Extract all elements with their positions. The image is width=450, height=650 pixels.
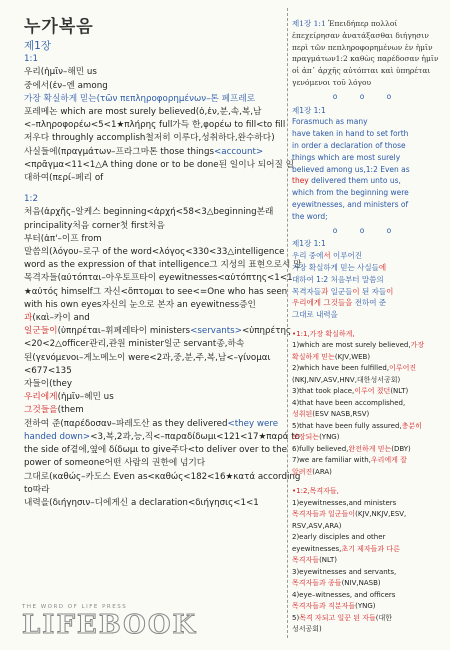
verse-ref-1-2: 1:2 <box>24 194 38 205</box>
text-run: 2)which have been fulfilled, <box>292 364 390 373</box>
text-line <box>292 444 442 456</box>
text-run: RSV,ASV,ARA) <box>292 521 342 530</box>
text-run: 4)eye–witnesses, and officers <box>292 590 396 599</box>
text-line <box>292 498 442 510</box>
note-heading: •1:1,가장 확실하게, <box>292 329 355 338</box>
text-run: (NIV,NASB) <box>341 579 381 588</box>
text-line <box>24 146 280 159</box>
text-line <box>292 467 442 479</box>
text-line <box>24 172 280 185</box>
text-run: (ARA) <box>312 467 332 476</box>
text-run: 가장 확실하게 믿는 사실들 <box>292 262 379 272</box>
text-run: 보장되는 <box>292 433 320 442</box>
text-run: 알려진 <box>292 467 313 476</box>
text-line <box>292 624 442 636</box>
text-run: (YNG) <box>319 433 340 442</box>
text-run: 가장 <box>410 341 425 350</box>
text-run: 성취된 <box>292 410 313 419</box>
text-line <box>24 299 280 312</box>
text-line <box>292 297 442 309</box>
text-run: <20<2△officer관리,관원 minister일군 servant종,하속 <box>24 339 245 350</box>
text-run: 목격 자되고 일꾼 된 자들 <box>299 613 376 622</box>
text-run: (KJV,WEB) <box>334 352 371 361</box>
note-items <box>292 340 442 478</box>
text-run: <3,복,2과,능,직<–παραδίδωμι<121<17★παρά to <box>90 431 300 442</box>
text-run: <ὑπηρέτης <box>241 326 292 337</box>
text-run: 과 <box>320 286 329 296</box>
text-run: <–πληροφορέω<5<1★πλήρης full가득 한,φορέω to fill<to fill <box>24 120 286 131</box>
text-run: 대하여(περί–페리 of <box>24 173 104 184</box>
korean-text <box>292 250 442 321</box>
text-line <box>292 455 442 467</box>
logo-wordmark: LIFEBOOK <box>22 610 198 640</box>
spacer <box>292 321 442 327</box>
text-line <box>24 418 280 431</box>
text-line <box>24 246 285 259</box>
text-run: 말씀의(λόγου–로구 of the word<λόγος<330<33△intelligence <box>24 247 285 258</box>
text-run: eyewitnesses, <box>292 544 342 553</box>
publisher-logo <box>22 604 197 640</box>
greek-line: ἐπεχείρησαν ἀνατάξασθαι διήγησιν <box>292 30 429 40</box>
text-line <box>24 272 293 285</box>
text-run: handed down> <box>24 431 91 442</box>
text-line <box>292 352 442 364</box>
text-run: 자들이(they <box>24 379 72 390</box>
text-line <box>24 391 280 404</box>
text-line <box>292 262 442 274</box>
text-run: word as the expression of that intelligence그 지성의 표현으로서 말 <box>24 260 302 271</box>
note-items <box>292 498 442 636</box>
english-text <box>292 116 442 222</box>
text-line <box>24 378 280 391</box>
text-run: 3)eyewitnesses and servants, <box>292 567 397 576</box>
logo-tagline: THE WORD OF LIFE PRESS <box>22 604 128 610</box>
text-run: (ἡμῖν–헤민 us <box>57 392 114 403</box>
text-run: <they were <box>227 418 279 429</box>
text-run: <677<135 <box>24 365 72 376</box>
text-run: have taken in hand to set forth <box>292 129 409 139</box>
text-run: (NKJ,NIV,ASV,HNV,대한성서공회) <box>292 375 401 384</box>
text-line <box>292 152 442 164</box>
text-run: 그것들을 <box>24 405 58 416</box>
text-line <box>292 509 442 521</box>
text-line <box>24 132 280 145</box>
text-run: (YNG) <box>355 602 376 611</box>
text-line <box>292 175 442 187</box>
text-run: 충분히 <box>401 421 422 430</box>
greek-line: περὶ τῶν πεπληροφορημένων ἐν ἡμῖν <box>292 42 433 52</box>
text-run: 우리 중에 <box>292 251 324 261</box>
text-line <box>24 352 280 365</box>
text-run: 7)we are familiar with, <box>292 456 371 465</box>
text-line <box>24 431 300 444</box>
text-run: 5)that have been fully assured, <box>292 421 402 430</box>
text-run: (대한 <box>375 613 392 622</box>
text-line <box>24 220 280 233</box>
column-divider <box>287 8 288 638</box>
text-line <box>292 363 442 375</box>
text-run: 중에서(ἐν–엔 among <box>24 80 108 91</box>
text-run: <servants> <box>190 326 242 337</box>
text-run: 처음(ἀρχῆς–알케스 beginning<ἀρχή<58<3△beginning본래 <box>24 207 274 218</box>
text-run: 포레메논 which are most surely believed(ὁ,ἐν,분,속,복,남 <box>24 107 262 118</box>
verse-ref-1-1: 1:1 <box>24 54 38 65</box>
text-run: 사실들에(πραγμάτων–프라그마톤 those things <box>24 146 214 157</box>
greek-line: γενόμενοι τοῦ λόγου <box>292 77 372 87</box>
text-run: 된 자들 <box>359 286 387 296</box>
text-run: 1)which are most surely believed, <box>292 341 411 350</box>
text-line <box>292 398 442 410</box>
text-run: eyewitnesses, and ministers of <box>292 199 409 209</box>
separator-ornament: o o o <box>332 91 402 101</box>
text-line <box>292 555 442 567</box>
text-line <box>292 567 442 579</box>
text-run: 전하여 준 <box>352 298 387 308</box>
text-line <box>292 286 442 298</box>
text-line <box>292 199 442 211</box>
verse-1-lines <box>24 66 295 185</box>
text-run: (καὶ–카이 and <box>32 313 90 324</box>
text-line <box>24 286 288 299</box>
chapter-heading: 제1장 <box>24 40 51 52</box>
text-line <box>292 432 442 444</box>
greek-ref: 제1장 1:1 <box>292 19 326 28</box>
spacer <box>24 185 280 193</box>
text-line <box>292 140 442 152</box>
text-run: 된(γενόμενοι–게노메노이 were<2과,중,분,주,복,남<–γίνομαι <box>24 352 271 363</box>
text-line <box>24 484 280 497</box>
text-run: 우리에게 잘 <box>370 456 407 465</box>
text-line <box>292 164 442 176</box>
korean-ref: 제1장 1:1 <box>292 239 326 249</box>
text-line <box>24 404 280 417</box>
text-line <box>292 309 442 321</box>
text-run: delivered them unto us, <box>308 176 401 186</box>
text-line <box>292 421 442 433</box>
text-run: 이루어진 <box>330 251 362 261</box>
text-run: 부터(ἀπ'–이프 from <box>24 233 102 244</box>
separator-ornament: o o o <box>332 225 402 235</box>
text-run: 에 <box>378 262 387 272</box>
text-line <box>292 128 442 140</box>
text-line <box>292 116 442 128</box>
text-line <box>292 187 442 199</box>
text-line <box>24 80 280 93</box>
text-run: 내력을(διήγησιν–디에게신 a declaration<διήγησις<1<1 <box>24 497 259 508</box>
text-run: 이루어 졌던 <box>354 387 391 396</box>
text-run: 그대로 내력을 <box>292 310 338 320</box>
text-line <box>292 601 442 613</box>
text-run: 이루어진 <box>389 364 417 373</box>
text-run: 일군들이 <box>24 326 58 337</box>
text-run: (NLT) <box>319 556 337 565</box>
text-run: 4)that have been accomplished, <box>292 398 406 407</box>
english-ref: 제1장 1:1 <box>292 105 326 115</box>
text-run: in order a declaration of those <box>292 140 406 150</box>
text-line <box>292 578 442 590</box>
text-run: 우리(ἡμῖν–해민 us <box>24 67 97 78</box>
text-run: Forasmuch as many <box>292 117 368 127</box>
text-line <box>24 106 280 119</box>
text-line <box>292 409 442 421</box>
text-run: the word; <box>292 211 328 221</box>
text-line <box>292 521 442 533</box>
text-line <box>292 532 442 544</box>
translation-notes <box>292 329 442 636</box>
text-line <box>24 233 280 246</box>
text-run: 목격자들(αὐτόπται–아우토프타이 eyewitnesses<αὐτόπτης<1<1 <box>24 273 293 284</box>
text-line <box>292 613 442 625</box>
translation-column <box>292 18 442 636</box>
text-run: (ὑπηρέται–휘페레타이 ministers <box>57 326 191 337</box>
spacer <box>292 478 442 484</box>
greek-text <box>292 30 442 89</box>
text-line <box>24 338 280 351</box>
text-run: ★αὐτός himself그 자신<ὄπτομαι to see<=One who has seen <box>24 286 288 297</box>
text-run: 2)early disciples and other <box>292 533 386 542</box>
note-heading: •1:2,목격자들, <box>292 487 339 496</box>
text-run: 1)eyewitnesses,and ministers <box>292 498 397 507</box>
greek-line: οἱ ἀπ᾽ ἀρχῆς αὐτόπται καὶ ὑπηρέται <box>292 66 431 76</box>
text-line <box>24 259 302 272</box>
text-run: 우리에게 <box>24 392 58 403</box>
text-run: (ESV NASB,RSV) <box>312 410 370 419</box>
text-run: 이 <box>386 286 394 296</box>
text-run: principality처음 corner첫 first처음 <box>24 220 165 231</box>
text-run: 5) <box>292 613 300 622</box>
text-run: 저우다 throughly accomplish철저히 이루다,성취하다,완수하다) <box>24 133 275 144</box>
text-run: 대하여 1:2 처음부터 말씀의 <box>292 274 384 284</box>
greek-line: Ἐπειδήπερ πολλοί <box>328 19 398 28</box>
text-run: 목격자들 <box>292 556 320 565</box>
text-line <box>292 211 442 223</box>
text-line <box>24 325 292 338</box>
text-line <box>24 312 280 325</box>
greek-line: πραγμάτων1:2 καθὼς παρέδοσαν ἡμῖν <box>292 54 439 64</box>
text-line <box>292 340 442 352</box>
text-run: (DBY) <box>391 444 411 453</box>
text-run: 3)that took place, <box>292 387 355 396</box>
text-run: 성서공회) <box>292 625 322 634</box>
text-run: <πρᾶγμα<11<1△A thing done or to be done된 일이나 되어질 일 <box>24 159 295 170</box>
text-line <box>292 544 442 556</box>
text-line <box>24 93 280 106</box>
text-line <box>24 365 280 378</box>
text-line <box>24 444 287 457</box>
text-run: 그대로(καθώς–카도스 Even as<καθώς<182<16★κατά according <box>24 471 301 482</box>
text-run: 목격자들 <box>292 286 321 296</box>
text-run: 목격자들과 직분자들 <box>292 602 356 611</box>
text-line <box>292 274 442 286</box>
text-run: 전하여 준(παρέδοσαν–파레도산 as they delivered <box>24 418 228 429</box>
text-run: 확실하게 믿는 <box>292 352 335 361</box>
text-line <box>292 590 442 602</box>
text-line <box>24 497 280 510</box>
text-line <box>24 471 301 484</box>
text-run: 초기 제자들과 다른 <box>341 544 400 553</box>
text-run: 우리에게 그것들을 <box>292 298 353 308</box>
text-run: things which are most surely <box>292 152 401 162</box>
text-run: 목격자들과 일군들이 <box>292 510 356 519</box>
text-run: to따라 <box>24 484 50 495</box>
text-line <box>292 250 442 262</box>
text-run: with his own eyes자신의 눈으로 본자 an eyewitness증인 <box>24 299 256 310</box>
text-run: 6)fully believed, <box>292 444 349 453</box>
verse-2-lines <box>24 206 302 510</box>
text-run: they <box>292 176 309 186</box>
text-line <box>24 206 280 219</box>
text-run: 서 <box>323 251 331 261</box>
text-run: <account> <box>213 146 264 157</box>
text-run: 일군들 <box>328 286 353 296</box>
text-run: believed among us,1:2 Even as <box>292 164 410 174</box>
text-run: 가장 확실하게 믿는(τῶν πεπληροφορημένων–톤 페프레로 <box>24 93 256 104</box>
text-run: (KJV,NKJV,ESV, <box>355 510 407 519</box>
page-title: 누가복음 <box>24 17 94 37</box>
text-run: power of someone어떤 사람의 권한에 넘기다 <box>24 458 206 469</box>
text-run: which from the beginning were <box>292 188 409 198</box>
text-run: 과 <box>24 313 33 324</box>
text-line <box>24 119 286 132</box>
text-run: (NLT) <box>390 387 409 396</box>
text-line <box>24 66 280 79</box>
text-line <box>292 375 442 387</box>
text-run: 목격자들과 종들 <box>292 579 342 588</box>
text-run: 완전하게 믿는 <box>348 444 392 453</box>
commentary-column <box>24 40 302 510</box>
text-run: 이 <box>352 286 360 296</box>
text-line <box>292 386 442 398</box>
text-run: (them <box>57 405 84 416</box>
text-line <box>24 457 280 470</box>
text-run: the side of곁에,옆에 δίδωμι to give주다<to deliver over to the <box>24 445 287 456</box>
text-line <box>24 159 295 172</box>
